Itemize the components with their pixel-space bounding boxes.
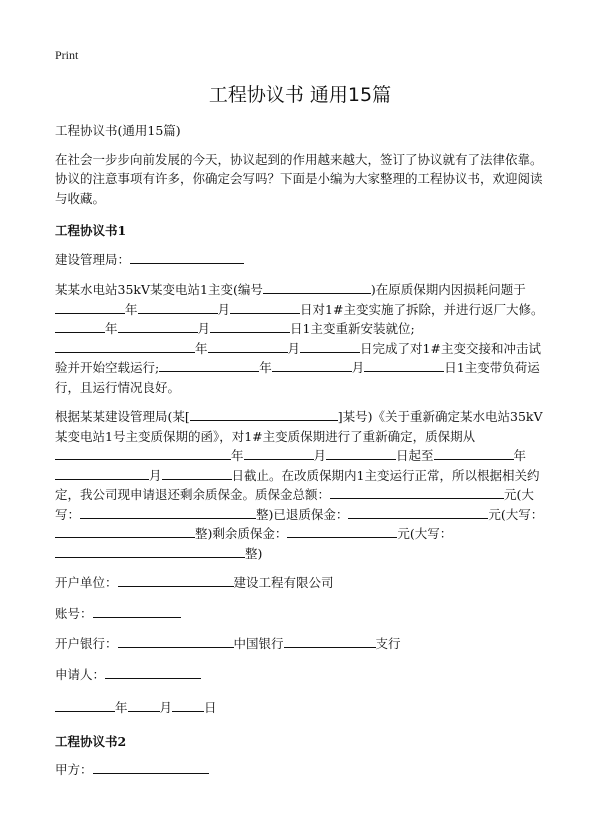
day-blank (364, 358, 444, 372)
text-segment: )在原质保期内因损耗问题于 (370, 282, 526, 297)
text-segment: 元(大写： (397, 526, 453, 541)
bank-value: 中国银行 (233, 636, 284, 651)
day-label: 日 (204, 700, 217, 715)
refunded-amount-words-blank (55, 524, 195, 538)
section-2-heading: 工程协议书2 (55, 733, 127, 749)
text-segment: 日1主变重新安装就位; (290, 321, 415, 336)
document-title: 工程协议书 通用15篇 (208, 84, 392, 106)
total-amount-words-blank (80, 505, 256, 519)
bank-label: 开户银行： (55, 636, 118, 651)
text-segment: 日对1#主变实施了拆除，并进行返厂大修。 (300, 301, 544, 317)
text-segment: 年 (125, 301, 138, 317)
year-blank (159, 358, 259, 372)
year-blank (55, 319, 105, 333)
text-segment: 日起至 (396, 448, 434, 463)
text-segment: 年 (513, 448, 527, 463)
document-number-blank (190, 407, 338, 421)
text-segment: 年 (259, 360, 272, 375)
text-segment: 月 (149, 467, 162, 483)
account-number-label: 账号： (55, 605, 93, 621)
year-blank (55, 698, 115, 712)
text-segment: 月 (313, 448, 327, 463)
month-blank (128, 698, 160, 712)
paragraph-warranty (55, 407, 547, 563)
month-blank (272, 358, 352, 372)
text-segment: 月 (351, 360, 365, 375)
text-segment: 整)剩余质保金： (195, 526, 288, 541)
document-subtitle: 工程协议书(通用15篇) (55, 123, 181, 138)
day-blank (172, 698, 204, 712)
month-blank (118, 319, 198, 333)
account-number-blank (93, 604, 181, 618)
applicant-blank (105, 665, 201, 679)
text-segment: 月 (287, 340, 301, 356)
text-segment: ]某号)《关于重新确定某水电站35kV某变电站1号主变质保期的函》，对1#主变质保期进行了重新确定，质保期从 (55, 409, 543, 444)
day-blank (230, 300, 300, 314)
print-link[interactable]: Print (55, 48, 79, 62)
bank-blank (118, 634, 234, 648)
applicant-label: 申请人： (55, 666, 106, 682)
year-blank (434, 446, 514, 460)
month-blank (244, 446, 314, 460)
month-blank (55, 466, 149, 480)
bank-line (55, 634, 547, 654)
text-segment: 月 (197, 321, 211, 336)
account-holder-label: 开户单位： (55, 575, 118, 590)
year-blank (55, 300, 125, 314)
text-segment: 日截止。在改质保期内1主变运行正常，所以根据相关约定，我公司现申请退还剩余质保金。质保金总额： (55, 467, 540, 502)
text-segment: 年 (195, 340, 208, 356)
day-blank (162, 466, 232, 480)
section-1-heading: 工程协议书1 (55, 223, 127, 238)
document-body (55, 121, 547, 791)
text-segment: 整)已退质保金： (256, 506, 349, 522)
addressee-label: 建设管理局： (55, 251, 131, 267)
text-segment: 根据某某建设管理局(某[ (55, 409, 190, 424)
addressee-blank (130, 250, 244, 264)
text-segment: 整) (245, 545, 263, 561)
year-blank (55, 446, 231, 460)
serial-blank (263, 280, 371, 294)
text-segment: 元(大写： (488, 506, 544, 522)
account-holder-value: 建设工程有限公司 (233, 575, 334, 590)
month-blank (208, 339, 288, 353)
year-blank (55, 339, 195, 353)
applicant-line (55, 665, 547, 685)
party-a-label: 甲方： (55, 762, 93, 777)
year-label: 年 (115, 700, 128, 715)
intro-paragraph: 在社会一步步向前发展的今天，协议起到的作用越来越大，签订了协议就有了法律依靠。协议的注意事项有许多，你确定会写吗？下面是小编为大家整理的工程协议书，欢迎阅读与收藏。 (55, 151, 543, 206)
account-holder-line (55, 573, 547, 593)
branch-label: 支行 (375, 636, 401, 651)
paragraph-repair (55, 280, 547, 397)
refunded-amount-blank (348, 505, 488, 519)
party-a-line (55, 760, 547, 780)
text-segment: 某某水电站35kV某变电站1主变(编号 (55, 282, 263, 297)
text-segment: 日完成了对1#主变交接和冲击试验并开始空载运行; (55, 340, 541, 375)
account-number-line (55, 604, 547, 624)
branch-blank (284, 634, 376, 648)
signature-date-line (55, 698, 547, 718)
text-segment: 月 (217, 301, 231, 317)
total-amount-blank (330, 485, 504, 499)
text-segment: 日1主变带负荷运行，且运行情况良好。 (55, 360, 540, 395)
remaining-amount-words-blank (55, 544, 245, 558)
party-a-blank (93, 760, 209, 774)
day-blank (300, 339, 360, 353)
day-blank (326, 446, 396, 460)
day-blank (210, 319, 290, 333)
remaining-amount-blank (287, 524, 397, 538)
month-label: 月 (159, 700, 173, 715)
account-holder-blank (118, 573, 234, 587)
text-segment: 元(大写： (55, 487, 534, 522)
text-segment: 年 (105, 321, 118, 336)
text-segment: 年 (231, 448, 244, 463)
month-blank (138, 300, 218, 314)
addressee-line (55, 250, 547, 270)
